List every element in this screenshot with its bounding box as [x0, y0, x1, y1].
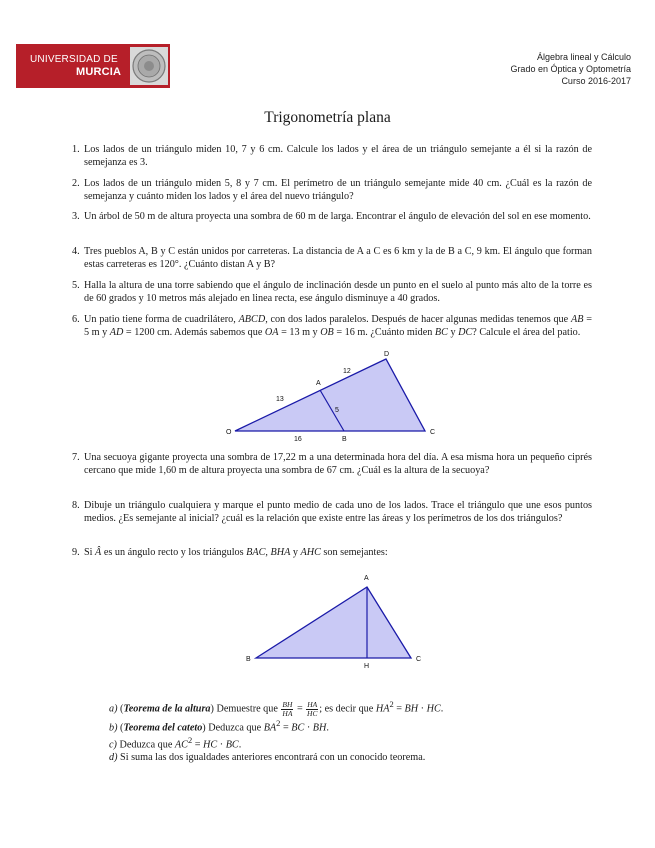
problem-1: 1. Los lados de un triángulo miden 10, 7 y 6 cm. Calcule los lados y el área de un triángulo semejante a él si la razón de semejanza es 3. — [72, 144, 592, 168]
label-a: A — [316, 380, 321, 387]
label-a: A — [364, 575, 369, 582]
university-logo — [16, 44, 170, 88]
label-c: C — [416, 656, 422, 663]
label-5: 5 — [335, 407, 339, 414]
logo-line2: MURCIA — [76, 66, 122, 78]
subitem-b: b) (Teorema del cateto) Deduzca que $BA^2$ = BC · BH. — [109, 718, 329, 734]
problem-8: 8. Dibuje un triángulo cualquiera y marque el punto medio de cada uno de los lados. Trace el triángulo que une esos puntos medios. ¿Es semejante al inicial? ¿cuál es la relación que existe entre las áreas y los perímetros de los dos triángulos? — [72, 500, 592, 524]
trapezoid-figure — [216, 344, 444, 446]
problem-3: 3. Un árbol de 50 m de altura proyecta una sombra de 60 m de larga. Encontrar el ángulo de elevación del sol en ese momento. — [72, 211, 591, 222]
triangle-bac — [256, 587, 411, 658]
page-title: Trigonometría plana — [264, 109, 391, 126]
label-b: B — [342, 436, 347, 443]
label-o: O — [226, 429, 232, 436]
label-12: 12 — [343, 368, 351, 375]
problem-4: 4. Tres pueblos A, B y C están unidos por carreteras. La distancia de A a C es 6 km y la de B a C, 9 km. El ángulo que forman estas carreteras es 120°. ¿Cuánto distan A y B? — [72, 246, 592, 270]
label-16: 16 — [294, 436, 302, 443]
label-c: C — [430, 429, 436, 436]
subitem-a: a) (Teorema de la altura) Demuestre que $\frac{BH}{HA}$ = $\frac{HA}{HC}$ ; es decir que $HA^2$ = BH · HC. — [109, 699, 444, 718]
right-triangle-figure — [238, 570, 430, 672]
subitem-d: d) Si suma las dos igualdades anteriores encontrará con un conocido teorema. — [109, 752, 426, 763]
triangle-ocd — [235, 359, 425, 431]
problem-2: 2. Los lados de un triángulo miden 5, 8 y 7 cm. El perímetro de un triángulo semejante mide 40 cm. ¿Cuál es la razón de semejanza y cuánto miden los lados y el área del nuevo triángulo? — [72, 178, 592, 202]
label-b: B — [246, 656, 251, 663]
course-header — [510, 51, 631, 87]
label-d: D — [384, 351, 390, 358]
header-subject: Álgebra lineal y Cálculo — [536, 52, 631, 62]
logo-line1: UNIVERSIDAD DE — [30, 54, 118, 65]
label-h: H — [364, 663, 370, 670]
subitem-c: c) Deduzca que $AC^2$ = HC · BC. — [109, 735, 242, 751]
label-13: 13 — [276, 396, 284, 403]
problem-7: 7. Una secuoya gigante proyecta una sombra de 17,22 m a una determinada hora del día. A esa misma hora un pequeño ciprés cercano que mide 1,60 m de altura proyecta una sombra de 67 cm. ¿Cuál es la altura de la secuoya? — [72, 452, 592, 476]
header-year: Curso 2016-2017 — [561, 76, 631, 86]
problem-9: 9. Si Â es un ángulo recto y los triángulos BAC, BHA y AHC son semejantes: — [72, 547, 388, 558]
university-seal-icon — [130, 47, 168, 85]
header-degree: Grado en Óptica y Optometría — [510, 64, 631, 74]
problem-6: 6. Un patio tiene forma de cuadrilátero, ABCD, con dos lados paralelos. Después de hacer algunas medidas tenemos que AB = 5 m y AD = 1200 cm. Además sabemos que OA = 13 m y OB = 16 m. ¿Cuánto miden BC y DC? Calcule el área del patio. — [72, 314, 592, 338]
problem-5: 5. Halla la altura de una torre sabiendo que el ángulo de inclinación desde un punto en el suelo al punto más alto de la torre es de 60 grados y 10 metros más alejado en linea recta, ese ángulo disminuye a 40 grados. — [72, 280, 592, 304]
